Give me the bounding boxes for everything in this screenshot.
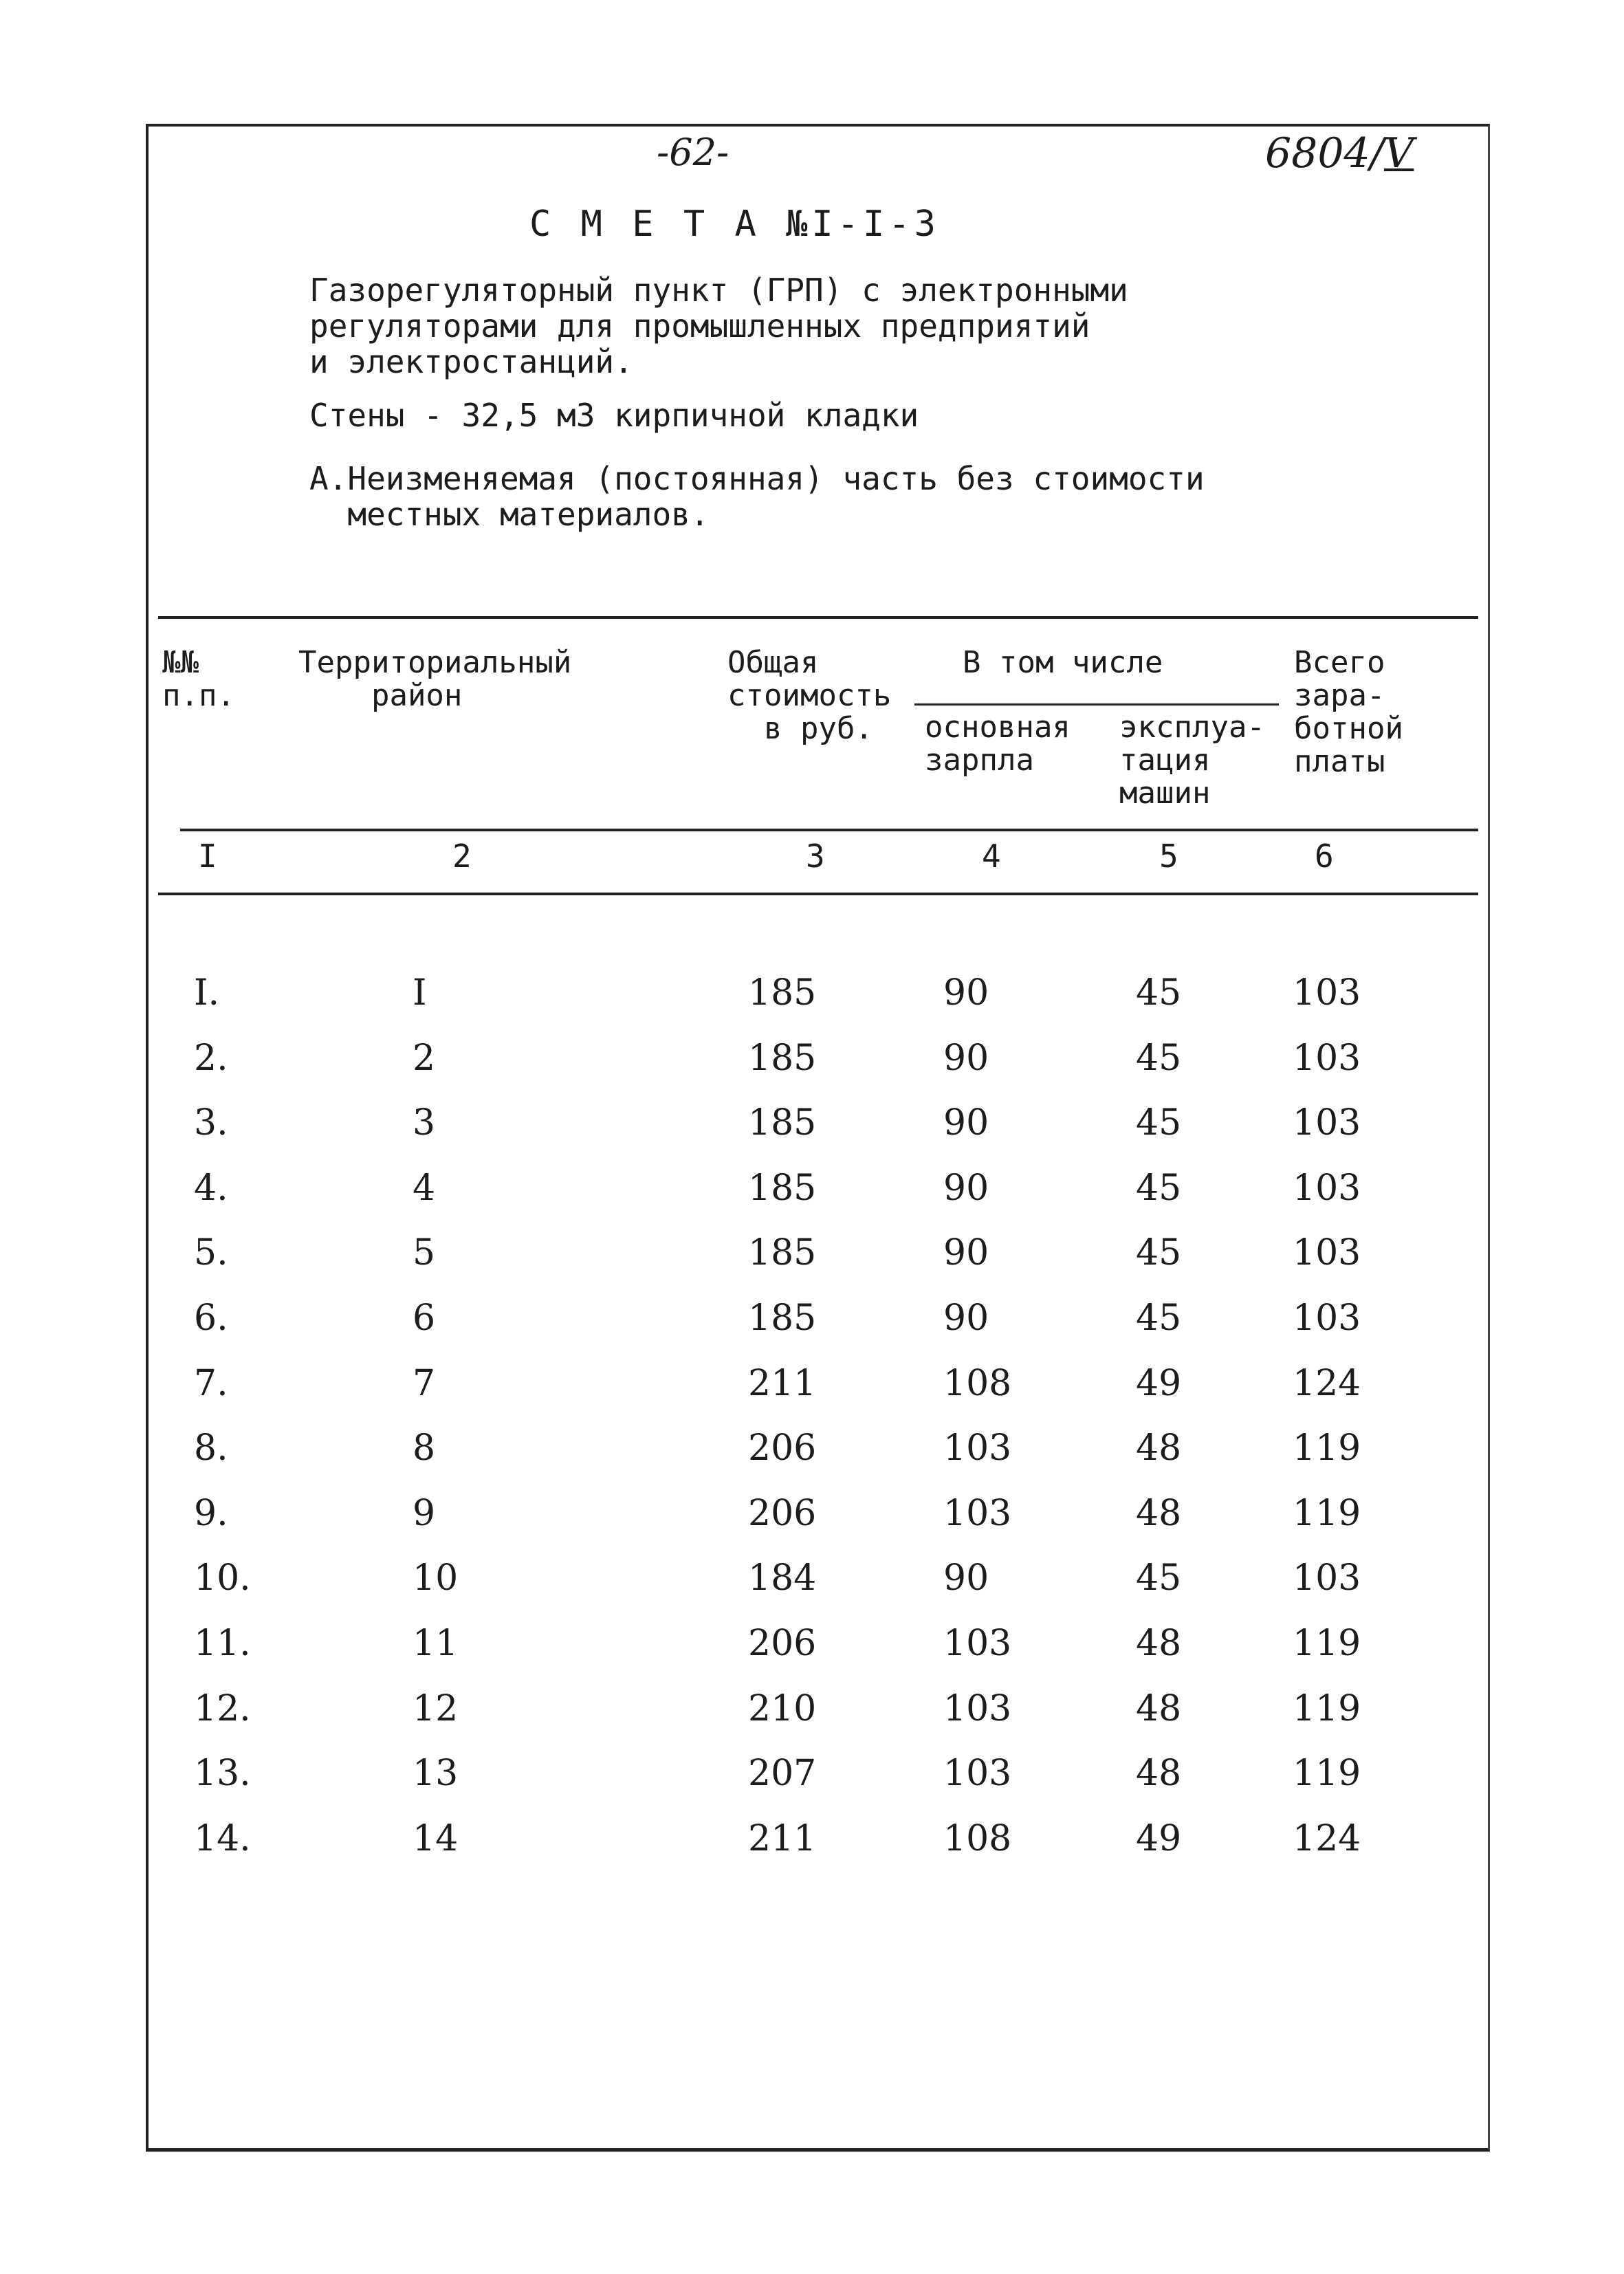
base-salary-cell: 103 [943, 1687, 1012, 1729]
total-cost-cell: 185 [748, 1102, 817, 1144]
row-number-cell: 11. [194, 1623, 251, 1664]
base-salary-cell: 90 [943, 972, 989, 1014]
district-cell: 3 [413, 1102, 436, 1144]
handwritten-suffix: V [1383, 129, 1414, 177]
district-cell: 13 [413, 1753, 459, 1795]
machine-operation-cell: 45 [1136, 1232, 1182, 1274]
machine-operation-cell: 45 [1136, 1167, 1182, 1209]
machine-operation-cell: 45 [1136, 1102, 1182, 1144]
district-cell: 8 [413, 1428, 436, 1469]
base-salary-cell: 103 [943, 1753, 1012, 1795]
total-cost-cell: 206 [748, 1492, 817, 1534]
group-rule [914, 703, 1279, 706]
walls-note: Стены - 32,5 м3 кирпичной кладки [309, 397, 919, 434]
total-salary-cell: 103 [1293, 1037, 1361, 1079]
base-salary-cell: 90 [943, 1167, 989, 1209]
handwritten-reference: 6804/V [1265, 129, 1414, 177]
column-number: 3 [806, 838, 825, 875]
column-number: 5 [1159, 838, 1178, 875]
base-salary-cell: 90 [943, 1298, 989, 1339]
total-cost-cell: 210 [748, 1687, 817, 1729]
total-cost-cell: 207 [748, 1753, 817, 1795]
total-salary-cell: 119 [1293, 1687, 1361, 1729]
row-number-cell: 5. [194, 1232, 228, 1274]
district-cell: 14 [413, 1817, 459, 1859]
total-salary-cell: 119 [1293, 1428, 1361, 1469]
row-number-cell: 2. [194, 1037, 228, 1079]
total-cost-cell: 185 [748, 1167, 817, 1209]
table-top-rule [158, 616, 1478, 619]
header-bottom-rule [180, 829, 1478, 831]
handwritten-number: 6804 [1265, 129, 1370, 177]
base-salary-cell: 103 [943, 1492, 1012, 1534]
district-cell: 2 [413, 1037, 436, 1079]
row-number-cell: 4. [194, 1167, 228, 1209]
machine-operation-cell: 45 [1136, 1037, 1182, 1079]
base-salary-cell: 90 [943, 1557, 989, 1599]
district-cell: 11 [413, 1623, 459, 1664]
header-total-salary: Всего зара- ботной платы [1294, 645, 1403, 779]
column-numbers-rule [158, 893, 1478, 895]
machine-operation-cell: 48 [1136, 1687, 1182, 1729]
header-including: В том числе [963, 645, 1163, 680]
total-salary-cell: 124 [1293, 1362, 1361, 1404]
part-heading [309, 461, 1205, 532]
district-cell: 6 [413, 1298, 436, 1339]
base-salary-cell: 90 [943, 1037, 989, 1079]
total-salary-cell: 119 [1293, 1623, 1361, 1664]
row-number-cell: I. [194, 972, 220, 1014]
machine-operation-cell: 45 [1136, 972, 1182, 1014]
machine-operation-cell: 48 [1136, 1753, 1182, 1795]
district-cell: I [413, 972, 427, 1014]
machine-operation-cell: 45 [1136, 1298, 1182, 1339]
column-number: 6 [1315, 838, 1334, 875]
part-line: А.Неизменяемая (постоянная) часть без стоимости [309, 460, 1205, 497]
total-salary-cell: 103 [1293, 1232, 1361, 1274]
column-number: I [198, 838, 217, 875]
total-cost-cell: 185 [748, 1298, 817, 1339]
row-number-cell: 12. [194, 1687, 251, 1729]
total-cost-cell: 211 [748, 1362, 817, 1404]
machine-operation-cell: 45 [1136, 1557, 1182, 1599]
base-salary-cell: 108 [943, 1362, 1012, 1404]
machine-operation-cell: 49 [1136, 1817, 1182, 1859]
district-cell: 10 [413, 1557, 459, 1599]
page-number: -62- [657, 131, 729, 174]
header-machine-operation: эксплуа- тация машин [1119, 710, 1265, 811]
base-salary-cell: 90 [943, 1102, 989, 1144]
row-number-cell: 7. [194, 1362, 228, 1404]
row-number-cell: 8. [194, 1428, 228, 1469]
row-number-cell: 10. [194, 1557, 251, 1599]
header-district: Территориальный район [298, 645, 572, 713]
document-title: С М Е Т А №I-I-3 [529, 204, 940, 245]
total-cost-cell: 206 [748, 1623, 817, 1664]
row-number-cell: 6. [194, 1298, 228, 1339]
total-salary-cell: 103 [1293, 1167, 1361, 1209]
district-cell: 5 [413, 1232, 436, 1274]
description-line: регуляторами для промышленных предприятий [309, 307, 1090, 345]
total-cost-cell: 185 [748, 972, 817, 1014]
total-salary-cell: 103 [1293, 1557, 1361, 1599]
description-line: и электростанций. [309, 343, 633, 380]
total-cost-cell: 206 [748, 1428, 817, 1469]
column-number: 2 [452, 838, 472, 875]
district-cell: 4 [413, 1167, 436, 1209]
part-line: местных материалов. [309, 496, 710, 533]
base-salary-cell: 103 [943, 1623, 1012, 1664]
machine-operation-cell: 48 [1136, 1428, 1182, 1469]
machine-operation-cell: 48 [1136, 1492, 1182, 1534]
district-cell: 12 [413, 1687, 459, 1729]
district-cell: 7 [413, 1362, 436, 1404]
machine-operation-cell: 48 [1136, 1623, 1182, 1664]
base-salary-cell: 108 [943, 1817, 1012, 1859]
description [309, 272, 1128, 380]
base-salary-cell: 103 [943, 1428, 1012, 1469]
total-salary-cell: 103 [1293, 1298, 1361, 1339]
header-number: №№ п.п. [162, 645, 235, 713]
total-salary-cell: 103 [1293, 1102, 1361, 1144]
row-number-cell: 9. [194, 1492, 228, 1534]
total-salary-cell: 119 [1293, 1753, 1361, 1795]
description-line: Газорегуляторный пункт (ГРП) с электронными [309, 272, 1128, 309]
total-cost-cell: 184 [748, 1557, 817, 1599]
district-cell: 9 [413, 1492, 436, 1534]
column-number: 4 [982, 838, 1001, 875]
header-base-salary: основная зарпла [925, 710, 1071, 778]
total-cost-cell: 185 [748, 1037, 817, 1079]
row-number-cell: 13. [194, 1753, 251, 1795]
base-salary-cell: 90 [943, 1232, 989, 1274]
machine-operation-cell: 49 [1136, 1362, 1182, 1404]
total-salary-cell: 119 [1293, 1492, 1361, 1534]
total-cost-cell: 185 [748, 1232, 817, 1274]
total-salary-cell: 124 [1293, 1817, 1361, 1859]
total-salary-cell: 103 [1293, 972, 1361, 1014]
header-total-cost: Общая стоимость в руб. [727, 645, 892, 746]
row-number-cell: 14. [194, 1817, 251, 1859]
total-cost-cell: 211 [748, 1817, 817, 1859]
row-number-cell: 3. [194, 1102, 228, 1144]
